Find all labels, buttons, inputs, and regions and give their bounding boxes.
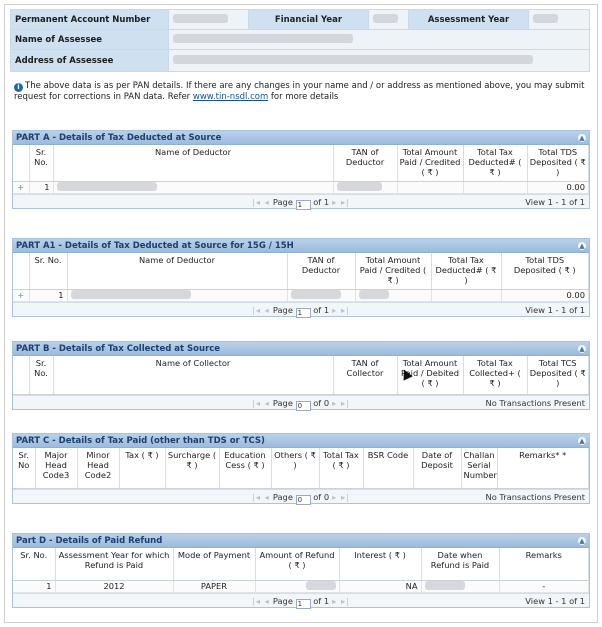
part-b-panel — [12, 341, 590, 410]
table-row[interactable]: + 1 0.00 — [13, 289, 589, 301]
col-sr-no[interactable]: Sr. No. — [29, 145, 53, 181]
status-text: No Transactions Present — [485, 491, 585, 502]
part-a1-title: PART A1 - Details of Tax Deducted at Source for 15G / 15H ▲ — [13, 239, 589, 253]
info-icon: i — [14, 83, 23, 92]
note-text-after: for more details — [268, 92, 339, 102]
address-value — [169, 50, 590, 72]
part-c-title: PART C - Details of Tax Paid (other than TDS or TCS) ▲ — [13, 434, 589, 448]
pager: |◂ ◂ Page 1 of 1 ▸ ▸| View 1 - 1 of 1 — [13, 194, 589, 208]
col-deductor-name[interactable]: Name of Deductor — [53, 145, 333, 181]
part-a1-panel — [12, 238, 590, 317]
col-sr-no[interactable]: Sr. No. — [13, 548, 55, 580]
col-tcs-deposited[interactable]: Total TCS Deposited ( ₹ ) — [527, 356, 589, 394]
first-page-icon[interactable]: |◂ ◂ — [252, 595, 270, 606]
ay-label: Assessment Year — [409, 10, 529, 30]
last-page-icon[interactable]: ▸ ▸| — [332, 304, 350, 315]
view-count: View 1 - 1 of 1 — [525, 196, 585, 207]
col-amount-paid[interactable]: Total Amount Paid / Credited ( ₹ ) — [397, 145, 463, 181]
name-value — [169, 30, 590, 50]
collapse-icon[interactable]: ▲ — [579, 437, 585, 445]
part-b-table — [13, 356, 589, 395]
col-date-refund-paid[interactable]: Date when Refund is Paid — [421, 548, 499, 580]
col-major-head[interactable]: Major Head Code3 — [35, 448, 77, 488]
col-sr-no[interactable]: Sr. No. — [29, 253, 67, 289]
pager: |◂ ◂ Page 1 of 1 ▸ ▸| View 1 - 1 of 1 — [13, 302, 589, 316]
view-count: View 1 - 1 of 1 — [525, 595, 585, 606]
pan-info-note — [14, 81, 589, 103]
page-input[interactable]: 0 — [296, 401, 311, 411]
table-row[interactable]: + 1 0.00 — [13, 181, 589, 193]
assessee-info-table — [10, 9, 590, 72]
collapse-icon[interactable]: ▲ — [579, 242, 585, 250]
address-label: Address of Assessee — [11, 50, 169, 72]
col-mode-of-payment[interactable]: Mode of Payment — [173, 548, 255, 580]
table-row[interactable]: 1 2012 PAPER NA - — [13, 580, 589, 592]
collapse-icon[interactable]: ▲ — [579, 537, 585, 545]
col-challan-serial[interactable]: Challan Serial Number — [461, 448, 497, 488]
part-a-panel — [12, 130, 590, 209]
col-bsr-code[interactable]: BSR Code — [363, 448, 413, 488]
col-amount-paid[interactable]: Total Amount Paid / Credited ( ₹ ) — [355, 253, 431, 289]
col-minor-head[interactable]: Minor Head Code2 — [77, 448, 119, 488]
name-label: Name of Assessee — [11, 30, 169, 50]
col-remarks[interactable]: Remarks* * — [497, 448, 589, 488]
expand-icon[interactable]: + — [13, 289, 29, 301]
col-sr-no[interactable]: Sr. No — [13, 448, 35, 488]
part-d-panel — [12, 533, 590, 608]
ay-value — [529, 10, 590, 30]
part-a-table — [13, 145, 589, 194]
first-page-icon[interactable]: |◂ ◂ — [252, 491, 270, 502]
col-education-cess[interactable]: Education Cess ( ₹ ) — [219, 448, 271, 488]
last-page-icon[interactable]: ▸ ▸| — [332, 595, 350, 606]
pan-value — [169, 10, 249, 30]
pager: |◂ ◂ Page 1 of 1 ▸ ▸| View 1 - 1 of 1 — [13, 593, 589, 607]
col-amount-paid[interactable]: Total Amount Paid / Debited ( ₹ ) — [397, 356, 463, 394]
col-date-of-deposit[interactable]: Date of Deposit — [413, 448, 461, 488]
tin-nsdl-link[interactable]: www.tin-nsdl.com — [192, 92, 269, 102]
part-d-title: Part D - Details of Paid Refund ▲ — [13, 534, 589, 548]
page-input[interactable]: 1 — [296, 308, 311, 318]
col-assessment-year[interactable]: Assessment Year for which Refund is Paid — [55, 548, 173, 580]
col-collector-name[interactable]: Name of Collector — [53, 356, 333, 394]
pager: |◂ ◂ Page 0 of 0 ▸ ▸| No Transactions Present — [13, 489, 589, 503]
col-tds-deposited[interactable]: Total TDS Deposited ( ₹ ) — [501, 253, 589, 289]
page-input[interactable]: 1 — [296, 200, 311, 210]
fy-label: Financial Year — [249, 10, 369, 30]
col-sr-no[interactable]: Sr. No. — [29, 356, 53, 394]
first-page-icon[interactable]: |◂ ◂ — [252, 304, 270, 315]
note-text: The above data is as per PAN details. If there are any changes in your name and / or address as mentioned above, you may submit request for corrections in PAN data. Refer — [14, 81, 585, 102]
part-a1-table — [13, 253, 589, 302]
col-tax-deducted[interactable]: Total Tax Deducted# ( ₹ ) — [463, 145, 527, 181]
fy-value — [369, 10, 409, 30]
col-tds-deposited[interactable]: Total TDS Deposited ( ₹ ) — [527, 145, 589, 181]
col-total-tax[interactable]: Total Tax ( ₹ ) — [319, 448, 363, 488]
part-a-title: PART A - Details of Tax Deducted at Source ▲ — [13, 131, 589, 145]
col-tax[interactable]: Tax ( ₹ ) — [119, 448, 165, 488]
col-deductor-name[interactable]: Name of Deductor — [67, 253, 287, 289]
part-d-table — [13, 548, 589, 593]
col-tan[interactable]: TAN of Deductor — [333, 145, 397, 181]
page-input[interactable]: 0 — [296, 495, 311, 505]
collapse-icon[interactable]: ▲ — [579, 345, 585, 353]
pan-label: Permanent Account Number — [11, 10, 169, 30]
col-tax-collected[interactable]: Total Tax Collected+ ( ₹ ) — [463, 356, 527, 394]
col-tax-deducted[interactable]: Total Tax Deducted# ( ₹ ) — [431, 253, 501, 289]
part-c-table — [13, 448, 589, 489]
col-remarks[interactable]: Remarks — [499, 548, 589, 580]
first-page-icon[interactable]: |◂ ◂ — [252, 196, 270, 207]
last-page-icon[interactable]: ▸ ▸| — [332, 397, 350, 408]
col-amount-of-refund[interactable]: Amount of Refund ( ₹ ) — [255, 548, 339, 580]
collapse-icon[interactable]: ▲ — [579, 134, 585, 142]
col-others[interactable]: Others ( ₹ ) — [271, 448, 319, 488]
view-count: View 1 - 1 of 1 — [525, 304, 585, 315]
col-tan[interactable]: TAN of Deductor — [287, 253, 355, 289]
part-c-panel — [12, 433, 590, 504]
part-b-title: PART B - Details of Tax Collected at Source ▲ — [13, 342, 589, 356]
col-tan[interactable]: TAN of Collector — [333, 356, 397, 394]
col-surcharge[interactable]: Surcharge ( ₹ ) — [165, 448, 219, 488]
status-text: No Transactions Present — [485, 397, 585, 408]
first-page-icon[interactable]: |◂ ◂ — [252, 397, 270, 408]
expand-icon[interactable]: + — [13, 181, 29, 193]
pager: |◂ ◂ Page 0 of 0 ▸ ▸| No Transactions Present — [13, 395, 589, 409]
page-input[interactable]: 1 — [296, 599, 311, 609]
col-interest[interactable]: Interest ( ₹ ) — [339, 548, 421, 580]
last-page-icon[interactable]: ▸ ▸| — [332, 491, 350, 502]
last-page-icon[interactable]: ▸ ▸| — [332, 196, 350, 207]
